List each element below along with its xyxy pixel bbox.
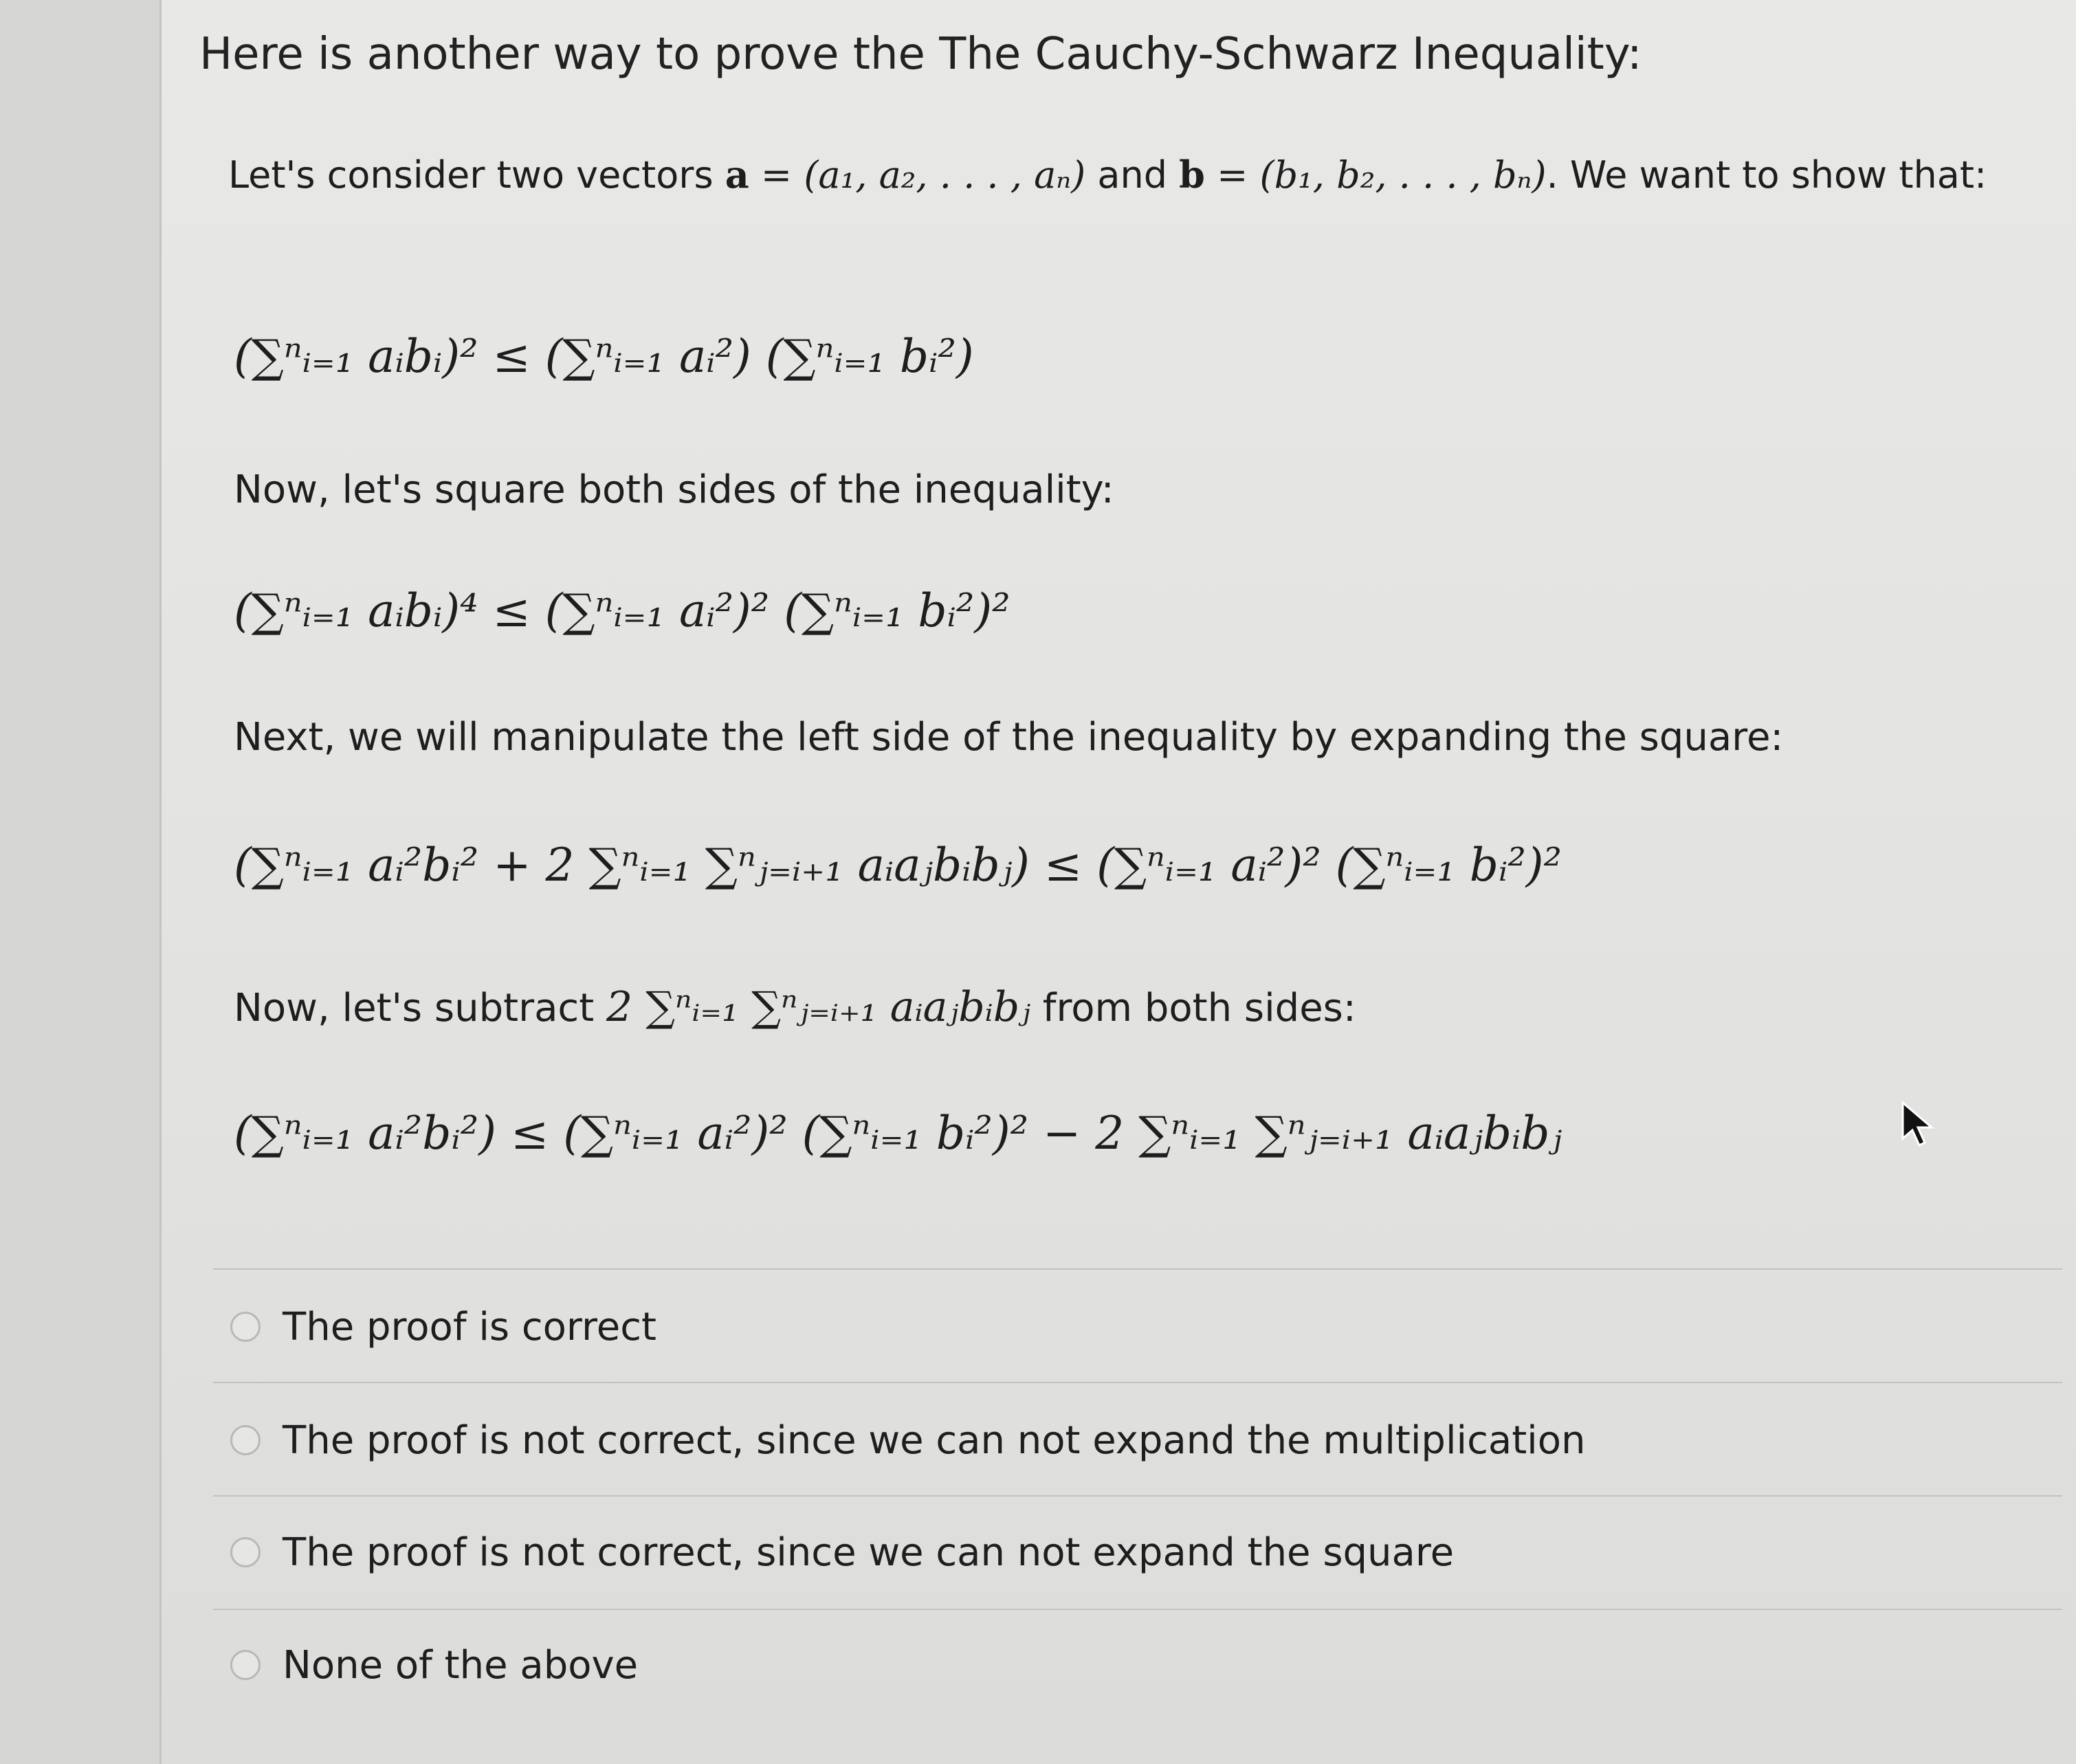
radio-button[interactable] <box>230 1425 261 1455</box>
option-label: The proof is not correct, since we can not expand the multiplication <box>283 1418 1586 1463</box>
answer-option-4[interactable] <box>230 1638 638 1693</box>
step-expand-square: Next, we will manipulate the left side of the inequality by expanding the square: <box>234 715 1784 760</box>
step-subtract-math: 2 ∑ⁿᵢ₌₁ ∑ⁿⱼ₌ᵢ₊₁ aᵢaⱼbᵢbⱼ <box>606 983 1030 1031</box>
equation-expanded: (∑ⁿᵢ₌₁ aᵢ²bᵢ² + 2 ∑ⁿᵢ₌₁ ∑ⁿⱼ₌ᵢ₊₁ aᵢaⱼbᵢbⱼ) ≤ (∑ⁿᵢ₌₁ aᵢ²)² (∑ⁿᵢ₌₁ bᵢ²)² <box>234 839 1562 892</box>
step-square-both-sides: Now, let's square both sides of the inequality: <box>234 467 1114 512</box>
equation-subtracted: (∑ⁿᵢ₌₁ aᵢ²bᵢ²) ≤ (∑ⁿᵢ₌₁ aᵢ²)² (∑ⁿᵢ₌₁ bᵢ²)² − 2 ∑ⁿᵢ₌₁ ∑ⁿⱼ₌ᵢ₊₁ aᵢaⱼbᵢbⱼ <box>234 1107 1562 1160</box>
divider <box>213 1268 2062 1270</box>
divider <box>213 1495 2062 1497</box>
radio-button[interactable] <box>230 1650 261 1680</box>
vector-a-name: a <box>725 153 749 197</box>
option-label: The proof is correct <box>283 1304 656 1349</box>
left-gutter <box>0 0 162 1764</box>
radio-button[interactable] <box>230 1537 261 1567</box>
radio-button[interactable] <box>230 1312 261 1342</box>
vector-a-definition: = (a₁, a₂, . . . , aₙ) <box>749 153 1086 197</box>
vector-b-name: b <box>1179 153 1205 197</box>
mouse-pointer-icon <box>1897 1100 1939 1148</box>
question-intro <box>228 134 1988 216</box>
divider <box>213 1382 2062 1383</box>
step-subtract-prefix: Now, let's subtract <box>234 986 606 1030</box>
divider <box>213 1609 2062 1610</box>
question-title: Here is another way to prove the The Cauchy-Schwarz Inequality: <box>199 29 1642 80</box>
step-subtract-suffix: from both sides: <box>1030 986 1356 1030</box>
answer-option-2[interactable] <box>230 1413 1585 1468</box>
intro-and: and <box>1085 153 1180 197</box>
answer-option-3[interactable] <box>230 1525 1454 1580</box>
intro-text-2: . We want to show that: <box>1546 153 1987 197</box>
option-label: The proof is not correct, since we can not expand the square <box>283 1530 1455 1575</box>
equation-squared: (∑ⁿᵢ₌₁ aᵢbᵢ)⁴ ≤ (∑ⁿᵢ₌₁ aᵢ²)² (∑ⁿᵢ₌₁ bᵢ²)² <box>234 584 1011 637</box>
option-label: None of the above <box>283 1642 639 1688</box>
equation-cauchy-schwarz: (∑ⁿᵢ₌₁ aᵢbᵢ)² ≤ (∑ⁿᵢ₌₁ aᵢ²) (∑ⁿᵢ₌₁ bᵢ²) <box>234 330 974 383</box>
answer-option-1[interactable] <box>230 1299 656 1354</box>
intro-text-1: Let's consider two vectors <box>228 153 725 197</box>
vector-b-definition: = (b₁, b₂, . . . , bₙ) <box>1204 153 1547 197</box>
step-subtract <box>234 983 1356 1031</box>
